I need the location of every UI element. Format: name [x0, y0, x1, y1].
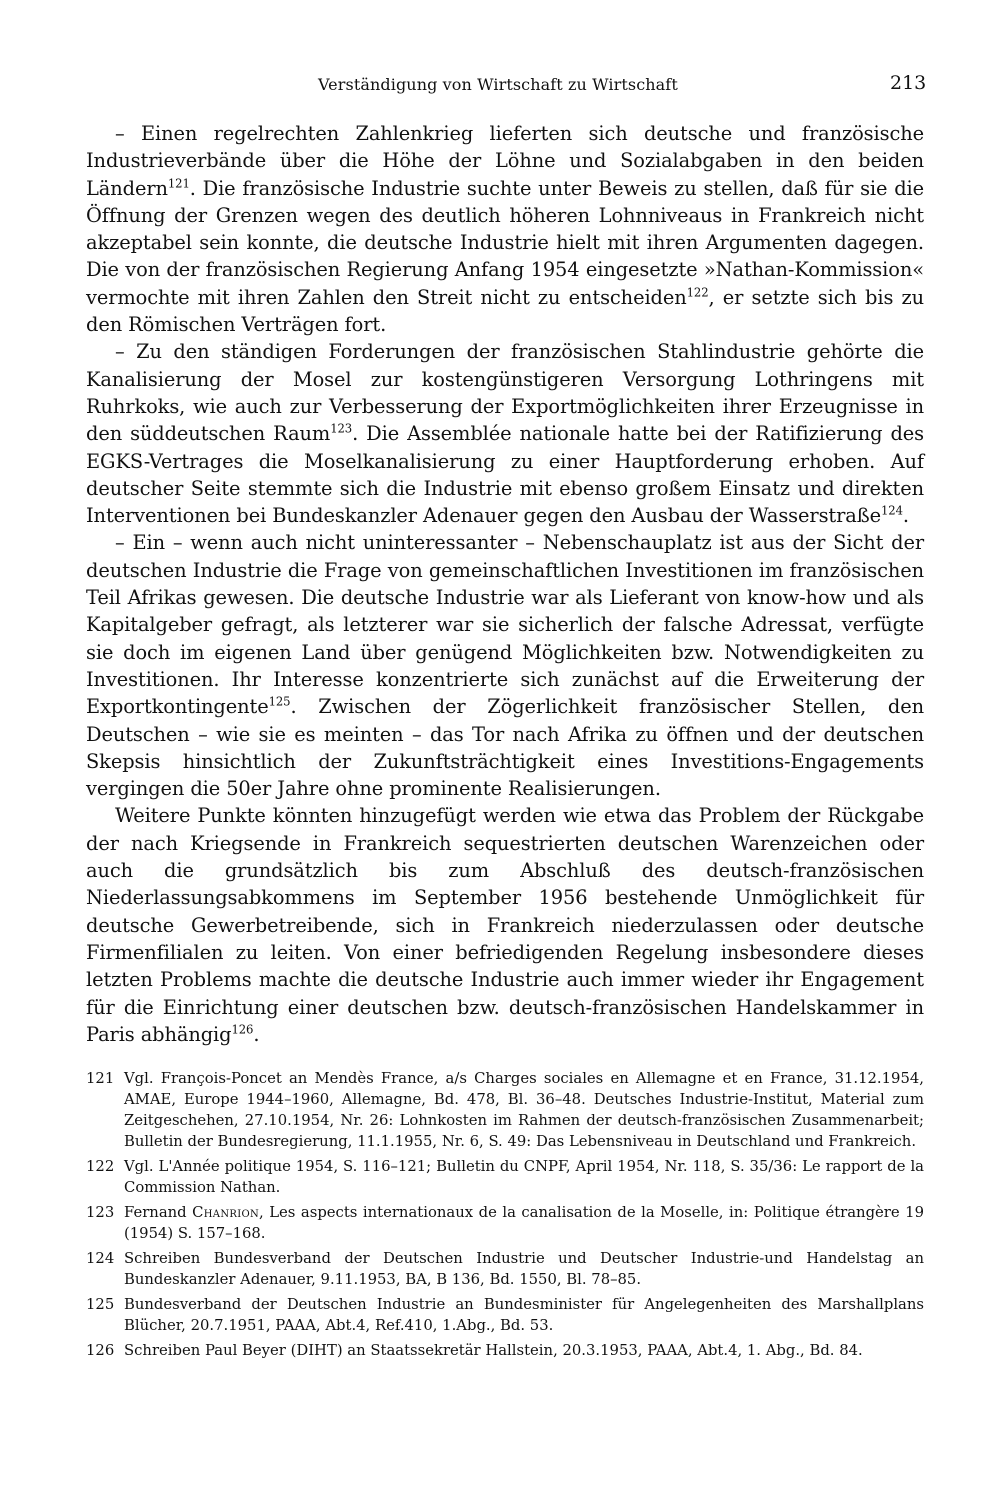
footnote	[86, 1294, 924, 1336]
text-run: , Les aspects internationaux de la canalisation de la Moselle, in: Politique étrangère 19 (1954) S. 157–168.	[124, 1204, 924, 1242]
footnote-text	[124, 1068, 924, 1152]
text-run: – Einen regelrechten Zahlenkrieg lieferten sich deutsche und französische Industrieverbände über die Höhe der Löhne und Sozialabgaben in den beiden Ländern	[86, 122, 924, 200]
text-run: – Zu den ständigen Forderungen der französischen Stahlindustrie gehörte die Kanalisierung der Mosel zur kostengünstigeren Versorgung Lothringens mit Ruhrkoks, wie auch zur Verbesserung der Exportmöglichkeiten ihrer Erzeugnisse in den süddeutschen Raum	[86, 340, 924, 446]
main-text	[86, 120, 924, 1048]
footnote-number: 125	[86, 1296, 115, 1313]
footnote-number: 121	[86, 1070, 115, 1087]
page-header	[0, 58, 1000, 98]
footnote-reference: 124	[880, 503, 903, 518]
text-run: Vgl. François-Poncet an Mendès France, a/s Charges sociales en Allemagne et en France, 31.12.1954, AMAE, Europe 1944–1960, Allemagne, Bd. 478, Bl. 36–48. Deutsches Industrie-Institut, Material zum Zeitgeschehen, 27.10.1954, Nr. 26: Lohnkosten im Rahmen der deutsch-französischen Zusammenarbeit; Bulletin der Bundesregierung, 11.1.1955, Nr. 6, S. 49: Das Lebensniveau in Deutschland und Frankreich.	[124, 1070, 924, 1150]
footnote	[86, 1156, 924, 1198]
footnote-text	[124, 1156, 924, 1198]
text-run: Schreiben Bundesverband der Deutschen Industrie und Deutscher Industrie-und Handelstag an Bundeskanzler Adenauer, 9.11.1953, BA, B 136, Bd. 1550, Bl. 78–85.	[124, 1250, 924, 1288]
text-run: Vgl. L'Année politique 1954, S. 116–121; Bulletin du CNPF, April 1954, Nr. 118, S. 35/36: Le rapport de la Commission Nathan.	[124, 1158, 924, 1196]
text-run: .	[253, 1022, 260, 1046]
text-run: . Die französische Industrie suchte unter Beweis zu stellen, daß für sie die Öffnung der Grenzen wegen des deutlich höheren Lohnniveaus in Frankreich nicht akzeptabel sein konnte, die deutsche Industrie hielt mit ihren Argumenten dagegen. Die von der französischen Regierung Anfang 1954 eingesetzte »Nathan-Kommission« vermochte mit ihren Zahlen den Streit nicht zu entscheiden	[86, 176, 924, 309]
paragraph	[86, 120, 924, 338]
footnote-reference: 125	[268, 694, 291, 709]
text-run: – Ein – wenn auch nicht uninteressanter – Nebenschauplatz ist aus der Sicht der deutschen Industrie die Frage von gemeinschaftlichen Investitionen im französischen Teil Afrikas gewesen. Die deutsche Industrie war als Lieferant von know-how und als Kapitalgeber gefragt, als letzterer war sie sicherlich der falsche Adressat, verfügte sie doch im eigenen Land über genügend Möglichkeiten bzw. Notwendigkeiten zu Investitionen. Ihr Interesse konzentrierte sich zunächst auf die Erweiterung der Exportkontingente	[86, 531, 924, 719]
footnote	[86, 1202, 924, 1244]
footnote-number: 123	[86, 1204, 115, 1221]
text-run: .	[902, 504, 909, 528]
text-run: Fernand	[124, 1204, 193, 1221]
footnote-text	[124, 1340, 924, 1361]
footnotes	[86, 1068, 924, 1365]
paragraph	[86, 802, 924, 1048]
paragraph	[86, 529, 924, 802]
footnote-number: 122	[86, 1158, 115, 1175]
footnote-reference: 122	[686, 285, 709, 300]
footnote	[86, 1248, 924, 1290]
footnote	[86, 1340, 924, 1361]
text-run: . Zwischen der Zögerlichkeit französischer Stellen, den Deutschen – wie sie es meinten – das Tor nach Afrika zu öffnen und der deutschen Skepsis hinsichtlich der Zukunftsträchtigkeit eines Investitions-Engagements vergingen die 50er Jahre ohne prominente Realisierungen.	[86, 695, 924, 801]
text-run: Weitere Punkte könnten hinzugefügt werden wie etwa das Problem der Rückgabe der nach Kriegsende in Frankreich sequestrierten deutschen Warenzeichen oder auch die grundsätzlich bis zum Abschluß des deutsch-französischen Niederlassungsabkommens im September 1956 bestehende Unmöglichkeit für deutsche Gewerbetreibende, sich in Frankreich niederzulassen oder deutsche Firmenfilialen zu leiten. Von einer befriedigenden Regelung insbesondere dieses letzten Problems machte die deutsche Industrie auch immer wieder ihr Engagement für die Einrichtung einer deutschen bzw. deutsch-französischen Handelskammer in Paris abhängig	[86, 804, 924, 1046]
footnote-text	[124, 1248, 924, 1290]
running-title: Verständigung von Wirtschaft zu Wirtschaft	[318, 75, 678, 94]
footnote-reference: 126	[231, 1022, 254, 1037]
text-run: Bundesverband der Deutschen Industrie an Bundesminister für Angelegenheiten des Marshallplans Blücher, 20.7.1951, PAAA, Abt.4, Ref.410, 1.Abg., Bd. 53.	[124, 1296, 924, 1334]
page-number: 213	[890, 72, 927, 94]
footnote-number: 124	[86, 1250, 115, 1267]
footnote-reference: 121	[167, 176, 190, 191]
text-run: Schreiben Paul Beyer (DIHT) an Staatssekretär Hallstein, 20.3.1953, PAAA, Abt.4, 1. Abg., Bd. 84.	[124, 1342, 863, 1359]
footnote	[86, 1068, 924, 1152]
text-run: . Die Assemblée nationale hatte bei der Ratifizierung des EGKS-Vertrages die Moselkanalisierung zu einer Hauptforderung erhoben. Auf deutscher Seite stemmte sich die Industrie mit ebenso großem Einsatz und direkten Interventionen bei Bundeskanzler Adenauer gegen den Ausbau der Wasserstraße	[86, 422, 924, 528]
footnote-number: 126	[86, 1342, 115, 1359]
text-run: , er setzte sich bis zu den Römischen Verträgen fort.	[86, 285, 925, 337]
footnote-text	[124, 1202, 924, 1244]
author-name: Chanrion	[192, 1204, 259, 1221]
footnote-text	[124, 1294, 924, 1336]
footnote-reference: 123	[330, 421, 353, 436]
paragraph	[86, 338, 924, 529]
